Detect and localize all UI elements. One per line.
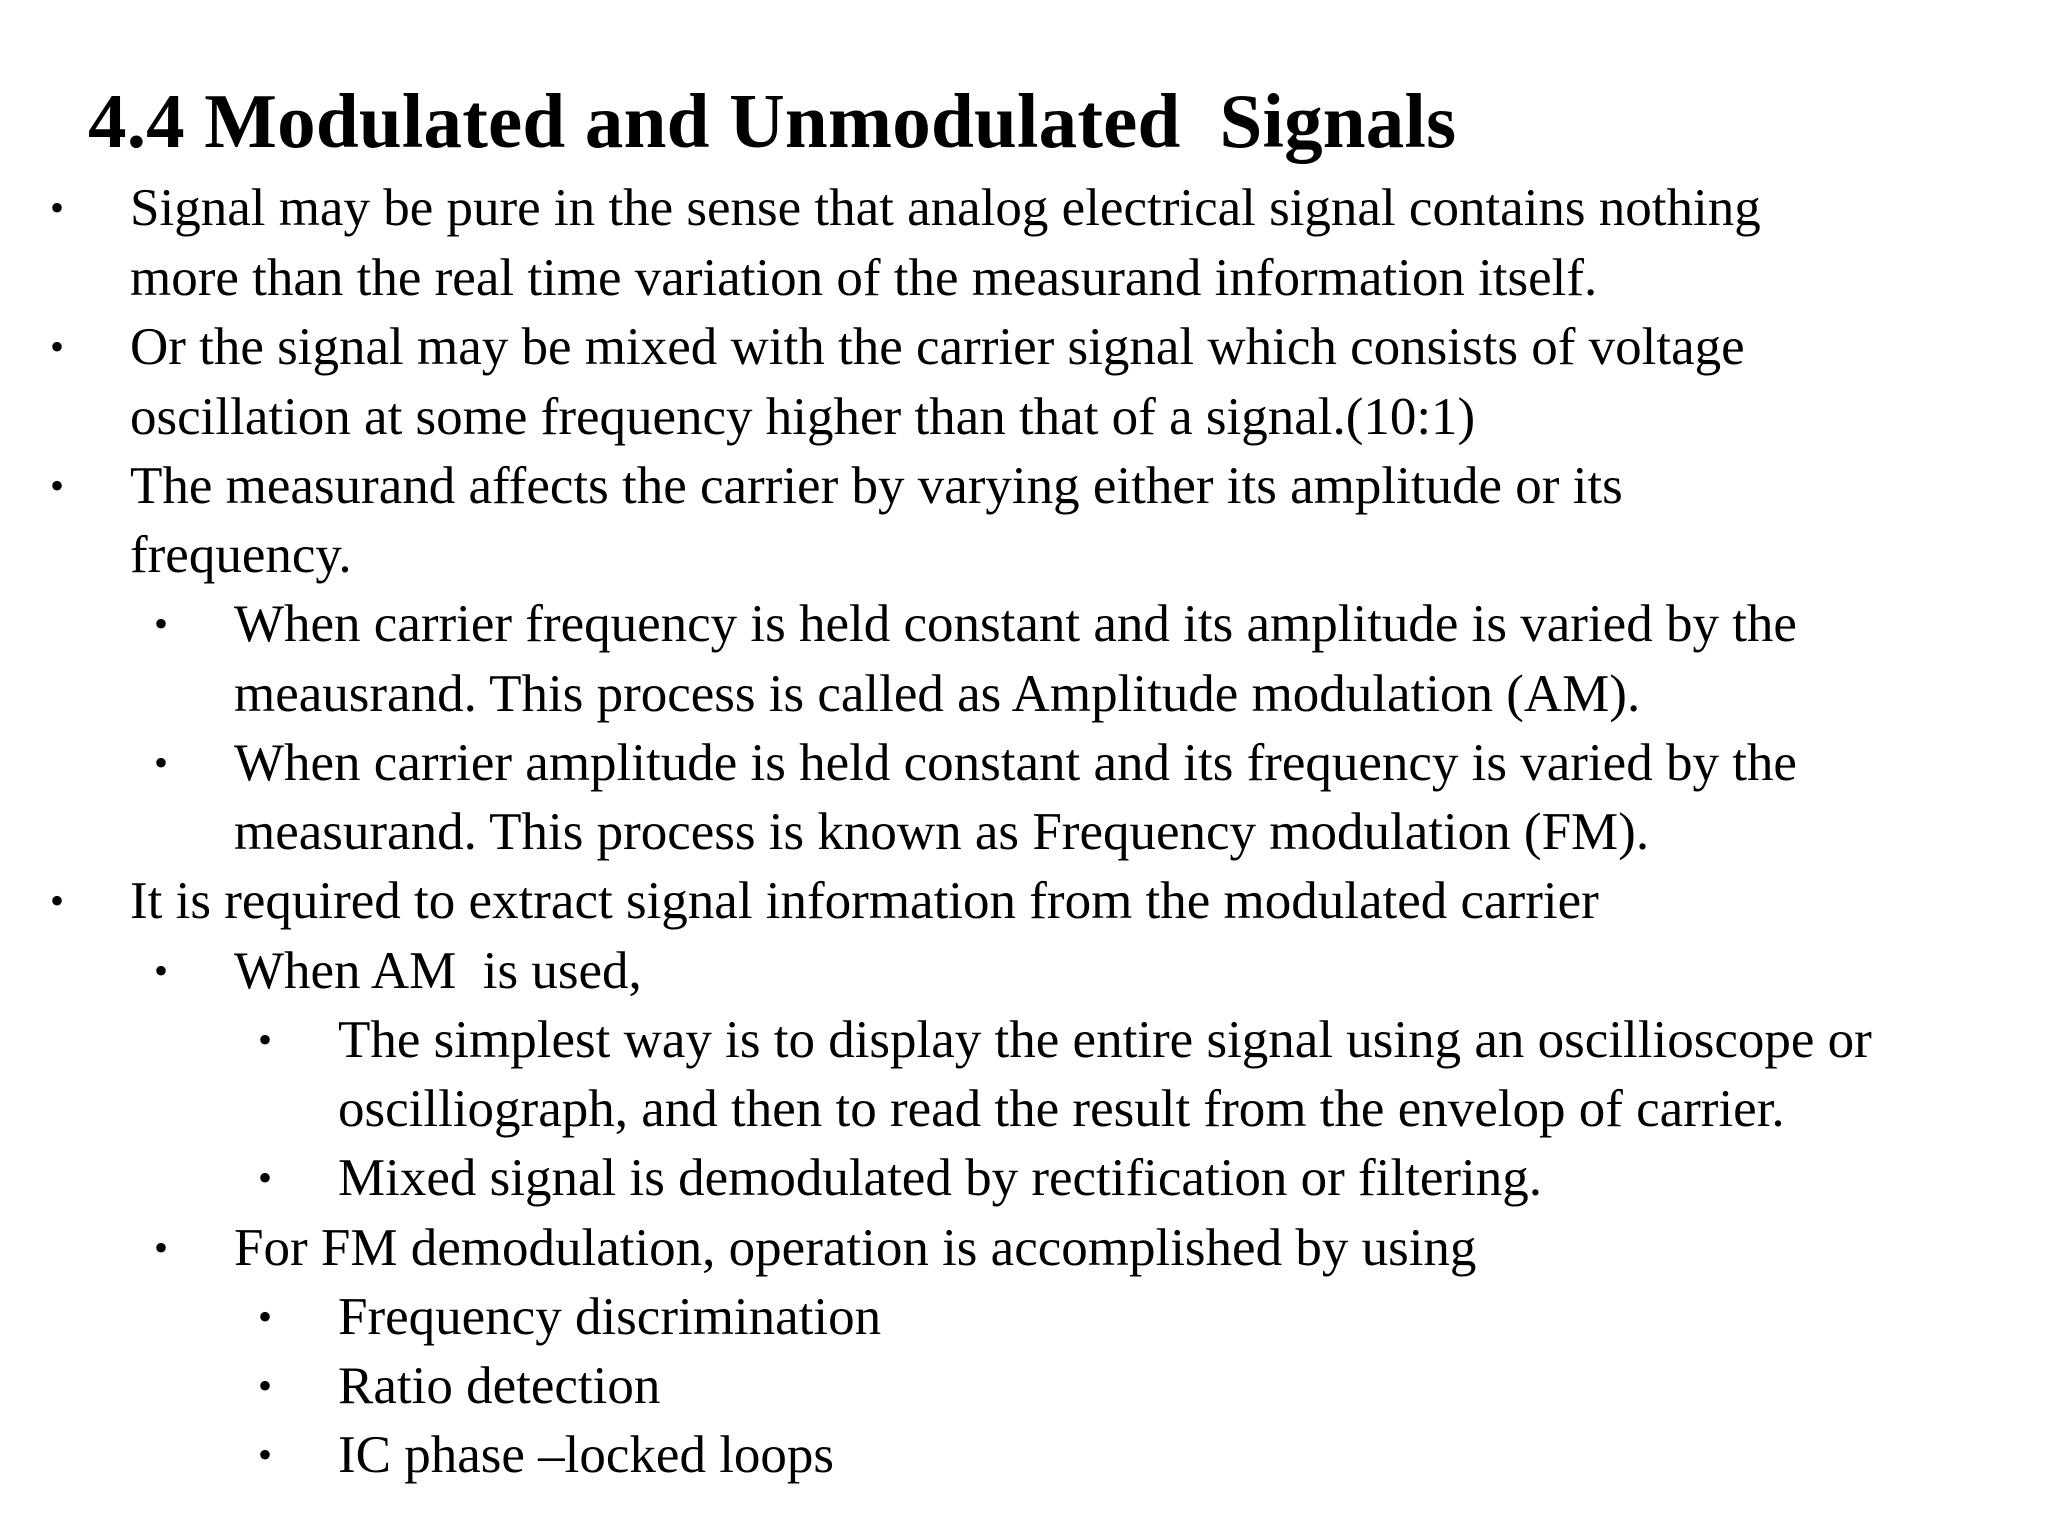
bullet-icon: • <box>50 324 65 369</box>
sub-bullet-icon: • <box>154 948 169 993</box>
sub-sub-bullet-icon: • <box>258 1363 273 1408</box>
sub-bullet-text: When carrier amplitude is held constant and its frequency is varied by the <box>234 734 1797 792</box>
sub-sub-bullet-text: Ratio detection <box>338 1357 661 1415</box>
bullet-text: oscillation at some frequency higher than that of a signal.(10:1) <box>130 388 1476 446</box>
bullet-text: Signal may be pure in the sense that analog electrical signal contains nothing <box>130 179 1761 237</box>
bullet-text: more than the real time variation of the measurand information itself. <box>130 249 1598 307</box>
sub-sub-bullet-text: oscilliograph, and then to read the result from the envelop of carrier. <box>338 1080 1785 1138</box>
sub-bullet-icon: • <box>154 1225 169 1270</box>
bullet-text: The measurand affects the carrier by varying either its amplitude or its <box>130 457 1623 515</box>
sub-bullet-text: When AM is used, <box>234 942 642 1000</box>
bullet-icon: • <box>50 463 65 508</box>
sub-sub-bullet-icon: • <box>258 1432 273 1477</box>
sub-bullet-icon: • <box>154 601 169 646</box>
sub-sub-bullet-text: IC phase –locked loops <box>338 1426 835 1484</box>
sub-sub-bullet-icon: • <box>258 1294 273 1339</box>
sub-bullet-icon: • <box>154 740 169 785</box>
bullet-text: Or the signal may be mixed with the carrier signal which consists of voltage <box>130 318 1745 376</box>
sub-bullet-text: meausrand. This process is called as Amplitude modulation (AM). <box>234 665 1641 723</box>
sub-bullet-text: For FM demodulation, operation is accomplished by using <box>234 1219 1477 1277</box>
bullet-icon: • <box>50 185 65 230</box>
bullet-text: It is required to extract signal information from the modulated carrier <box>130 872 1599 930</box>
bullet-text: frequency. <box>130 526 352 584</box>
bullet-icon: • <box>50 878 65 923</box>
sub-bullet-text: When carrier frequency is held constant and its amplitude is varied by the <box>234 595 1797 653</box>
sub-bullet-text: measurand. This process is known as Frequency modulation (FM). <box>234 803 1650 861</box>
sub-sub-bullet-icon: • <box>258 1155 273 1200</box>
sub-sub-bullet-icon: • <box>258 1017 273 1062</box>
sub-sub-bullet-text: Frequency discrimination <box>338 1288 882 1346</box>
sub-sub-bullet-text: Mixed signal is demodulated by rectification or filtering. <box>338 1149 1542 1207</box>
slide-title: 4.4 Modulated and Unmodulated Signals <box>88 78 1457 164</box>
sub-sub-bullet-text: The simplest way is to display the entire signal using an oscillioscope or <box>338 1011 1872 1069</box>
